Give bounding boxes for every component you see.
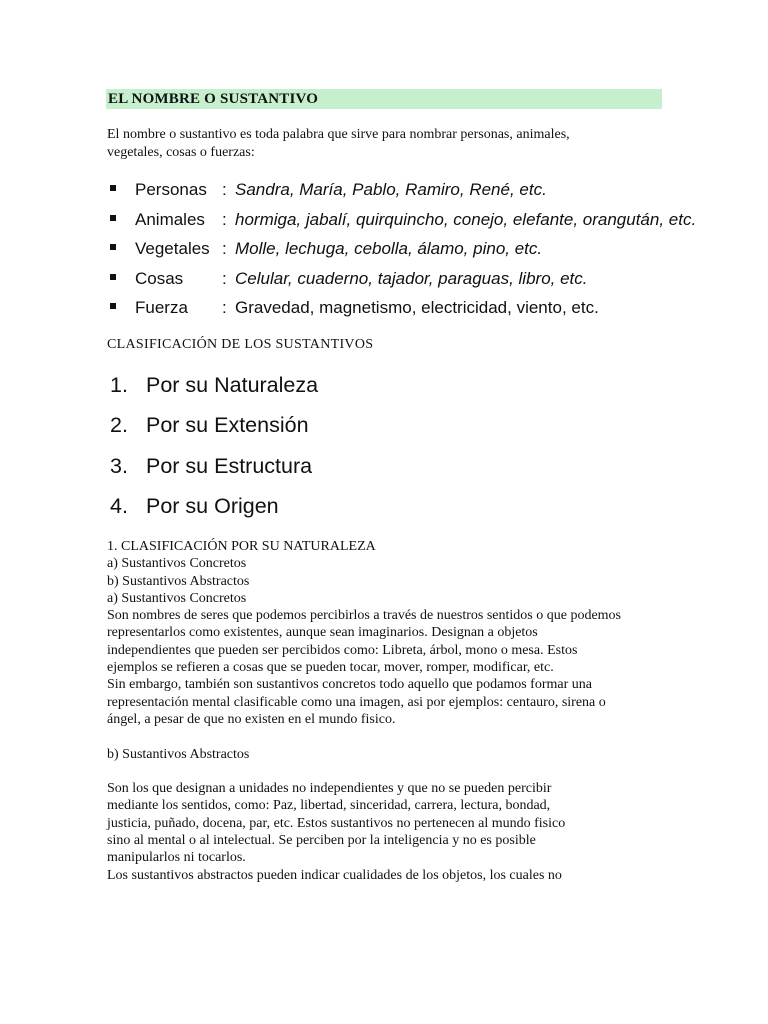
subheading-abstractos: b) Sustantivos Abstractos	[107, 746, 250, 762]
classification-heading: CLASIFICACIÓN DE LOS SUSTANTIVOS	[107, 337, 374, 352]
category-examples: Gravedad, magnetismo, electricidad, viento, etc.	[235, 298, 599, 317]
subheading-concretos: a) Sustantivos Concretos	[107, 590, 247, 606]
list-text: Por su Origen	[146, 494, 279, 518]
list-number: 3.	[110, 454, 128, 478]
colon-separator: :	[222, 210, 227, 229]
list-item-cosas	[0, 266, 768, 292]
paragraph-line: Son los que designan a unidades no independientes y que no se pueden percibir	[107, 781, 552, 797]
paragraph-line: representación mental clasificable como una imagen, asi por ejemplos: centauro, sirena o	[107, 694, 606, 710]
paragraph-line: ángel, a pesar de que no existen en el mundo fisico.	[107, 711, 396, 727]
bullet-icon	[110, 215, 116, 221]
section-heading: 1. CLASIFICACIÓN POR SU NATURALEZA	[107, 539, 376, 554]
bullet-icon	[110, 274, 116, 280]
intro-paragraph	[107, 126, 667, 162]
paragraph-line: justicia, puñado, docena, par, etc. Estos sustantivos no pertenecen al mundo fisico	[107, 815, 566, 831]
colon-separator: :	[222, 269, 227, 288]
category-label: Cosas	[135, 269, 184, 288]
paragraph-line: Los sustantivos abstractos pueden indicar cualidades de los objetos, los cuales no	[107, 867, 562, 883]
list-text: Por su Estructura	[146, 454, 313, 478]
paragraph-line: representarlos como existentes, aunque sean imaginarios. Designan a objetos	[107, 625, 538, 641]
list-item-animales	[0, 207, 768, 233]
list-number: 1.	[110, 373, 128, 397]
intro-line: El nombre o sustantivo es toda palabra que sirve para nombrar personas, animales,	[107, 127, 570, 142]
paragraph-line: Sin embargo, también son sustantivos concretos todo aquello que podamos formar una	[107, 677, 592, 693]
category-label: Animales	[135, 210, 205, 229]
list-item-fuerza	[0, 295, 768, 321]
colon-separator: :	[222, 239, 227, 258]
category-examples: hormiga, jabalí, quirquincho, conejo, elefante, orangután, etc.	[235, 210, 697, 229]
category-examples: Molle, lechuga, cebolla, álamo, pino, etc.	[235, 239, 543, 258]
paragraph-line: mediante los sentidos, como: Paz, libertad, sinceridad, carrera, lectura, bondad,	[107, 798, 551, 814]
colon-separator: :	[222, 298, 227, 317]
bullet-icon	[110, 185, 116, 191]
blank-line	[107, 728, 672, 745]
category-examples: Celular, cuaderno, tajador, paraguas, libro, etc.	[235, 269, 588, 288]
bullet-icon	[110, 303, 116, 309]
category-examples: Sandra, María, Pablo, Ramiro, René, etc.	[235, 180, 547, 199]
body-section	[107, 538, 672, 884]
category-label: Vegetales	[135, 239, 210, 258]
paragraph-line: manipularlos ni tocarlos.	[107, 850, 246, 866]
list-text: Por su Naturaleza	[146, 373, 319, 397]
page-title: EL NOMBRE O SUSTANTIVO	[108, 91, 319, 107]
category-label: Personas	[135, 180, 207, 199]
option-line: b) Sustantivos Abstractos	[107, 573, 250, 589]
paragraph-line: ejemplos se refieren a cosas que se pueden tocar, mover, romper, modificar, etc.	[107, 660, 554, 676]
list-number: 2.	[110, 413, 128, 437]
paragraph-line: sino al mental o al intelectual. Se perciben por la inteligencia y no es posible	[107, 833, 536, 849]
paragraph-line: independientes que pueden ser percibidos como: Libreta, árbol, mono o mesa. Estos	[107, 642, 578, 658]
colon-separator: :	[222, 180, 227, 199]
intro-line: vegetales, cosas o fuerzas:	[107, 145, 255, 160]
list-item-vegetales	[0, 236, 768, 262]
list-number: 4.	[110, 494, 128, 518]
option-line: a) Sustantivos Concretos	[107, 556, 247, 572]
bullet-icon	[110, 244, 116, 250]
blank-line	[107, 763, 672, 780]
category-label: Fuerza	[135, 298, 188, 317]
list-item-personas	[0, 177, 768, 203]
list-text: Por su Extensión	[146, 413, 309, 437]
paragraph-line: Son nombres de seres que podemos percibirlos a través de nuestros sentidos o que podemos	[107, 608, 622, 624]
